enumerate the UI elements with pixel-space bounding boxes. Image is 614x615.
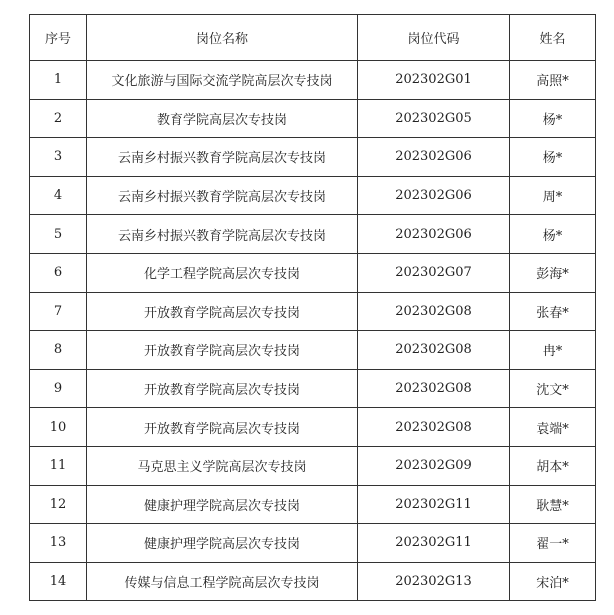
cell-position-name: 云南乡村振兴教育学院高层次专技岗 — [87, 138, 358, 177]
cell-position-name: 开放教育学院高层次专技岗 — [87, 408, 358, 447]
cell-position-code: 202302G08 — [358, 292, 510, 331]
cell-position-code: 202302G08 — [358, 369, 510, 408]
cell-position-name: 开放教育学院高层次专技岗 — [87, 331, 358, 370]
table-row — [30, 331, 596, 370]
cell-person-name: 宋泊* — [510, 562, 596, 601]
cell-position-code: 202302G06 — [358, 215, 510, 254]
table-row — [30, 485, 596, 524]
table-row — [30, 138, 596, 177]
cell-person-name: 沈文* — [510, 369, 596, 408]
cell-position-code: 202302G09 — [358, 446, 510, 485]
personnel-table — [29, 14, 596, 601]
cell-index: 10 — [30, 408, 87, 447]
table-row — [30, 61, 596, 100]
table-row — [30, 99, 596, 138]
cell-position-code: 202302G07 — [358, 253, 510, 292]
cell-index: 3 — [30, 138, 87, 177]
cell-position-code: 202302G06 — [358, 176, 510, 215]
cell-index: 5 — [30, 215, 87, 254]
cell-index: 13 — [30, 524, 87, 563]
cell-index: 9 — [30, 369, 87, 408]
cell-person-name: 耿慧* — [510, 485, 596, 524]
table-row — [30, 408, 596, 447]
cell-index: 6 — [30, 253, 87, 292]
header-person-name: 姓名 — [510, 15, 596, 61]
cell-person-name: 杨* — [510, 215, 596, 254]
table-row — [30, 369, 596, 408]
cell-index: 7 — [30, 292, 87, 331]
cell-person-name: 胡本* — [510, 446, 596, 485]
cell-person-name: 周* — [510, 176, 596, 215]
cell-index: 2 — [30, 99, 87, 138]
header-position-name: 岗位名称 — [87, 15, 358, 61]
cell-position-name: 教育学院高层次专技岗 — [87, 99, 358, 138]
cell-person-name: 冉* — [510, 331, 596, 370]
cell-index: 11 — [30, 446, 87, 485]
table-body — [30, 61, 596, 601]
cell-person-name: 翟一* — [510, 524, 596, 563]
table-row — [30, 524, 596, 563]
cell-position-code: 202302G08 — [358, 331, 510, 370]
table-row — [30, 292, 596, 331]
cell-position-code: 202302G08 — [358, 408, 510, 447]
table-row — [30, 253, 596, 292]
table-row — [30, 215, 596, 254]
cell-position-name: 传媒与信息工程学院高层次专技岗 — [87, 562, 358, 601]
cell-position-code: 202302G11 — [358, 524, 510, 563]
cell-position-code: 202302G06 — [358, 138, 510, 177]
cell-position-code: 202302G01 — [358, 61, 510, 100]
cell-position-name: 健康护理学院高层次专技岗 — [87, 524, 358, 563]
table-header-row — [30, 15, 596, 61]
cell-position-code: 202302G13 — [358, 562, 510, 601]
table-row — [30, 176, 596, 215]
cell-position-code: 202302G05 — [358, 99, 510, 138]
cell-index: 8 — [30, 331, 87, 370]
cell-position-name: 云南乡村振兴教育学院高层次专技岗 — [87, 215, 358, 254]
cell-position-name: 马克思主义学院高层次专技岗 — [87, 446, 358, 485]
cell-person-name: 高照* — [510, 61, 596, 100]
cell-position-name: 云南乡村振兴教育学院高层次专技岗 — [87, 176, 358, 215]
cell-index: 4 — [30, 176, 87, 215]
cell-index: 1 — [30, 61, 87, 100]
cell-person-name: 杨* — [510, 99, 596, 138]
cell-index: 14 — [30, 562, 87, 601]
cell-person-name: 张春* — [510, 292, 596, 331]
cell-person-name: 杨* — [510, 138, 596, 177]
header-index: 序号 — [30, 15, 87, 61]
cell-position-name: 化学工程学院高层次专技岗 — [87, 253, 358, 292]
cell-position-code: 202302G11 — [358, 485, 510, 524]
cell-index: 12 — [30, 485, 87, 524]
cell-position-name: 文化旅游与国际交流学院高层次专技岗 — [87, 61, 358, 100]
cell-position-name: 开放教育学院高层次专技岗 — [87, 369, 358, 408]
cell-position-name: 健康护理学院高层次专技岗 — [87, 485, 358, 524]
cell-person-name: 袁端* — [510, 408, 596, 447]
cell-position-name: 开放教育学院高层次专技岗 — [87, 292, 358, 331]
table-row — [30, 446, 596, 485]
cell-person-name: 彭海* — [510, 253, 596, 292]
header-position-code: 岗位代码 — [358, 15, 510, 61]
table-row — [30, 562, 596, 601]
